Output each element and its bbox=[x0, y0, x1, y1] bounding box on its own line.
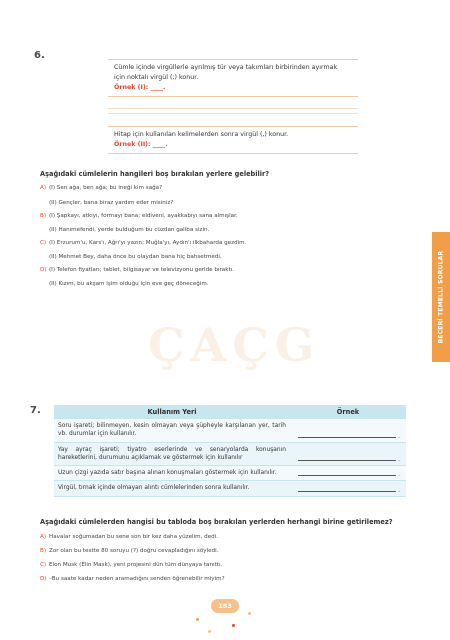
divider bbox=[108, 113, 358, 114]
usage-table bbox=[54, 405, 406, 497]
decor-dot bbox=[232, 624, 235, 627]
usage-cell: Soru işareti; bilinmeyen, kesin olmayan veya şüpheyle karşılanan yer, tarih vb. durumlar için kullanılır. bbox=[58, 423, 286, 438]
option-a-sub: (II) Gençler, bana biraz yardım eder misiniz? bbox=[49, 200, 174, 206]
example-cell bbox=[290, 481, 406, 495]
usage-cell: Yay ayraç işareti; tiyatro eserlerinde ve senaryolarda konuşanın hareketlerini, durumunu açıklamak ve göstermek için kullanılır bbox=[58, 446, 286, 461]
usage-cell: Virgül, tırnak içinde olmayan alıntı cümlelerinden sonra kullanılır. bbox=[58, 485, 250, 492]
table-row bbox=[54, 443, 406, 467]
option-d[interactable]: D) –Bu saate kadar neden aramadığını senden öğrenebilir miyim? bbox=[40, 576, 225, 582]
example-label: Örnek (II): ____. bbox=[114, 141, 168, 149]
decor-dot bbox=[248, 612, 251, 615]
header-usage: Kullanım Yeri bbox=[147, 408, 197, 416]
option-b-sub: (II) Hanımefendi, yerde bulduğum bu cüzdan galiba sizin. bbox=[49, 227, 210, 233]
blank-line bbox=[298, 491, 396, 492]
table-row bbox=[54, 466, 406, 481]
decor-dot bbox=[196, 618, 199, 621]
decor-dot bbox=[208, 630, 211, 633]
sidebar-label: BECERİ TEMELLİ SORULAR bbox=[437, 250, 445, 344]
option-c-sub: (II) Mehmet Bey, daha önce bu olaydan bana hiç bahsetmedi. bbox=[49, 254, 222, 260]
rule-box-comma bbox=[108, 126, 358, 154]
option-b[interactable]: B) Zor olan bu testte 80 soruyu (?) doğru cevapladığını söyledi. bbox=[40, 548, 219, 554]
option-a[interactable]: A) (I) Sen ağa, ben ağa; bu ineği kim sağa? bbox=[40, 185, 163, 191]
example-cell bbox=[290, 419, 406, 442]
question-6-stem: Aşağıdaki cümlelerin hangileri boş bırakılan yerlere gelebilir? bbox=[40, 170, 270, 178]
usage-cell: Uzun çizgi yazıda satır başına alınan konuşmaları göstermek için kullanılır. bbox=[58, 470, 277, 477]
example-cell bbox=[290, 443, 406, 466]
watermark: ÇAÇG bbox=[148, 318, 321, 372]
table-row bbox=[54, 481, 406, 496]
blank-line bbox=[298, 475, 396, 476]
option-a[interactable]: A) Havalar soğumadan bu sene son bir kez daha yüzelim, dedi. bbox=[40, 534, 219, 540]
option-b[interactable]: B) (I) Şapkayı, atkıyı, formayı bana; eldiveni, ayakkabıyı sana almışlar. bbox=[40, 213, 238, 219]
option-d[interactable]: D) (I) Telefon fiyatları; tablet, bilgisayar ve televizyonu geride bıraktı. bbox=[40, 267, 234, 273]
rule-box-semicolon bbox=[108, 59, 358, 97]
blank-line bbox=[298, 437, 396, 438]
rule-text-line: Hitap için kullanılan kelimelerden sonra virgül (,) konur. bbox=[114, 131, 289, 138]
question-6-number: 6. bbox=[34, 50, 45, 61]
table-row bbox=[54, 419, 406, 443]
rule-text-line: için noktalı virgül (;) konur. bbox=[114, 74, 199, 82]
section-sidebar bbox=[432, 232, 450, 362]
option-c[interactable]: C) (I) Erzurum'u, Kars'ı, Ağrı'yı yazın; Muğla'yı, Aydın'ı ilkbaharda gezdim. bbox=[40, 240, 247, 246]
example-label: Örnek (I): ____. bbox=[114, 84, 166, 92]
page-number: 183 bbox=[211, 599, 239, 613]
example-cell bbox=[290, 466, 406, 480]
divider bbox=[108, 108, 358, 109]
question-7-number: 7. bbox=[30, 405, 41, 416]
rule-text-line: Cümle içinde virgüllerle ayrılmış tür veya takımları birbirinden ayırmak bbox=[114, 64, 338, 71]
table-header bbox=[54, 405, 406, 419]
question-7-stem: Aşağıdaki cümlelerden hangisi bu tabloda boş bırakılan yerlerden herhangi birine getirilemez? bbox=[40, 518, 393, 526]
option-d-sub: (II) Kızım, bu akşam işim olduğu için eve geç döneceğim. bbox=[49, 281, 209, 287]
blank-line bbox=[298, 460, 396, 461]
header-example: Örnek bbox=[336, 408, 360, 416]
option-c[interactable]: C) Elon Musk (Elin Mask), yeni projesini dün tüm dünyaya tanıttı. bbox=[40, 562, 223, 568]
